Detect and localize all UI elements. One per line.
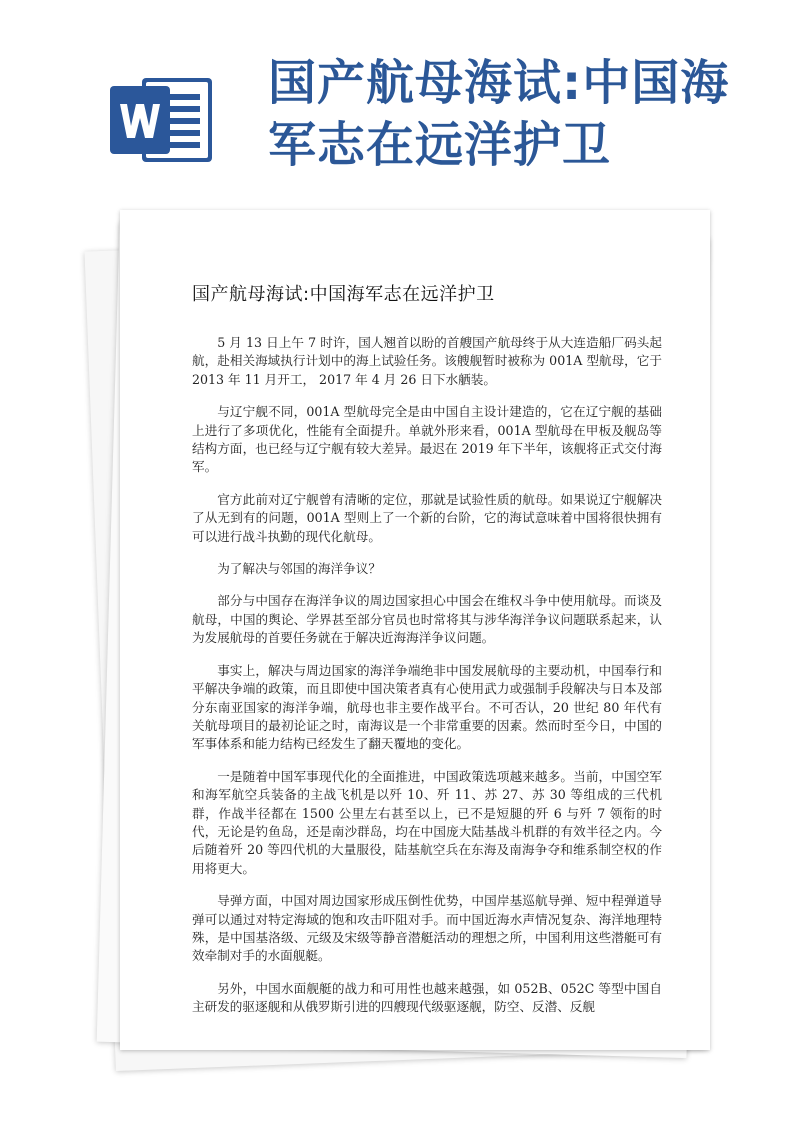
paragraph-6: 事实上，解决与周边国家的海洋争端绝非中国发展航母的主要动机，中国奉行和平解决争端的政策，而且即使中国决策者真有心使用武力或强制手段解决与日本及部分东南亚国家的海洋争端，航母也非主要作战平台。不可否认，20 世纪 80 年代有关航母项目的最初论证之时，南海议是一个非常重要的因素。然而时至今日，中国的军事体系和能力结构已经发生了翻天覆地的变化。 (192, 662, 662, 752)
word-document-icon (108, 72, 216, 168)
paragraph-1: 5 月 13 日上午 7 时许，国人翘首以盼的首艘国产航母终于从大连造船厂码头起航，赴相关海域执行计划中的海上试验任务。该艘舰暂时被称为 001A 型航母，它于 2013 年 11 月开工， 2017 年 4 月 26 日下水舾装。 (192, 335, 662, 387)
paragraph-8: 导弹方面，中国对周边国家形成压倒性优势，中国岸基巡航导弹、短中程弹道导弹可以通过对特定海域的饱和攻击吓阻对手。而中国近海水声情况复杂、海洋地理特殊，是中国基洛级、元级及宋级等静音潜艇活动的理想之所，中国利用这些潜艇可有效牵制对手的水面舰艇。 (192, 893, 662, 964)
document-preview (100, 210, 710, 1070)
page-header (0, 0, 800, 200)
header-title: 国产航母海试:中国海军志在远洋护卫 (268, 55, 730, 173)
document-title: 国产航母海试:中国海军志在远洋护卫 (192, 284, 495, 305)
paragraph-7: 一是随着中国军事现代化的全面推进，中国政策选项越来越多。当前，中国空军和海军航空兵装备的主战飞机是以歼 10、歼 11、苏 27、苏 30 等组成的三代机群，作战半径都在 1500 公里左右甚至以上，已不是短腿的歼 6 与歼 7 领衔的时代，无论是钓鱼岛，还是南沙群岛，均在中国庞大陆基战斗机群的有效半径之内。今后随着歼 20 等四代机的大量服役，陆基航空兵在东海及南海争夺和维系制空权的作用将更大。 (192, 768, 662, 876)
document-body (192, 280, 662, 1030)
paragraph-2: 与辽宁舰不同，001A 型航母完全是由中国自主设计建造的，它在辽宁舰的基础上进行了多项优化，性能有全面提升。单就外形来看，001A 型航母在甲板及舰岛等结构方面，也已经与辽宁舰有较大差异。最迟在 2019 年下半年，该舰将正式交付海军。 (192, 404, 662, 475)
paragraph-9: 另外，中国水面舰艇的战力和可用性也越来越强，如 052B、052C 等型中国自主研发的驱逐舰和从俄罗斯引进的四艘现代级驱逐舰，防空、反潜、反舰 (192, 980, 662, 1015)
paper-sheet-front (120, 210, 710, 1050)
paragraph-4: 为了解决与邻国的海洋争议？ (217, 561, 381, 577)
paragraph-5: 部分与中国存在海洋争议的周边国家担心中国会在维权斗争中使用航母。而谈及航母，中国的舆论、学界甚至部分官员也时常将其与涉华海洋争议问题联系起来，认为发展航母的首要任务就在于解决近海海洋争议问题。 (192, 593, 662, 646)
paragraph-3: 官方此前对辽宁舰曾有清晰的定位，那就是试验性质的航母。如果说辽宁舰解决了从无到有的问题，001A 型则上了一个新的台阶，它的海试意味着中国将很快拥有可以进行战斗执勤的现代化航母。 (192, 491, 662, 544)
